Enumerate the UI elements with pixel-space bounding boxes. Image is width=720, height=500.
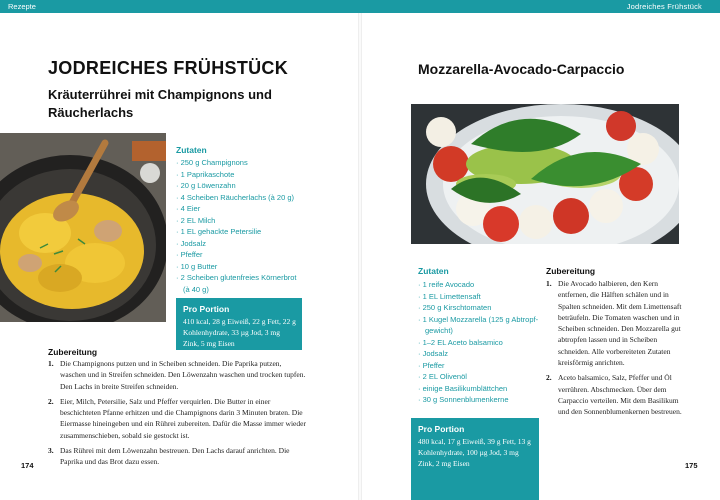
ingredient-item: · Pfeffer	[176, 249, 346, 261]
ingredient-item: · 1 Kugel Mozzarella (125 g Abtropf-	[418, 314, 540, 326]
nutrition-heading: Pro Portion	[183, 304, 230, 314]
ingredient-list-left	[176, 157, 346, 295]
nutrition-text: 410 kcal, 28 g Eiweiß, 22 g Fett, 22 g Kohlenhydrate, 33 µg Jod, 3 mg Zink, 5 mg Eisen	[183, 317, 296, 348]
ingredient-item: · 250 g Champignons	[176, 157, 346, 169]
nutrition-box-left	[176, 298, 302, 350]
ingredient-item: · 4 Eier	[176, 203, 346, 215]
step-text: Aceto balsamico, Salz, Pfeffer und Öl verrühren. Abschmecken. Über dem Carpaccio verteilen. Mit dem Basilikum und den Sonnenblumenkernen bestreuen.	[558, 373, 682, 417]
preparation-step	[48, 445, 306, 468]
step-text: Das Rührei mit dem Löwenzahn bestreuen. Den Lachs darauf anrichten. Die Paprika und das Brot dazu essen.	[60, 446, 290, 467]
preparation-heading-right: Zubereitung	[546, 266, 596, 276]
chapter-label: Jodreiches Frühstück	[626, 2, 702, 11]
page-number-left: 174	[21, 461, 34, 470]
running-header	[0, 0, 720, 13]
preparation-steps-right	[546, 278, 686, 422]
ingredient-item: · 1 EL gehackte Petersilie	[176, 226, 346, 238]
nutrition-heading: Pro Portion	[418, 424, 465, 434]
ingredient-item: · 20 g Löwenzahn	[176, 180, 346, 192]
step-number: 1.	[48, 359, 54, 368]
recipe-title-left: Kräuterrührei mit Champignons und Räucherlachs	[48, 87, 272, 120]
preparation-heading-left: Zubereitung	[48, 347, 98, 357]
ingredient-item: · Jodsalz	[176, 238, 346, 250]
step-text: Die Champignons putzen und in Scheiben schneiden. Die Paprika putzen, waschen und in Streifen schneiden. Den Löwenzahn waschen und trocken tupfen. Den Lachs in breite Streifen schneiden.	[60, 359, 306, 391]
ingredient-item: · 250 g Kirschtomaten	[418, 302, 540, 314]
preparation-step	[48, 358, 306, 392]
ingredient-item: gewicht)	[425, 326, 453, 335]
preparation-step	[546, 372, 686, 417]
preparation-steps-left	[48, 358, 306, 472]
ingredient-item: · 10 g Butter	[176, 261, 346, 273]
chapter-title: JODREICHES FRÜHSTÜCK	[48, 58, 289, 78]
step-text: Eier, Milch, Petersilie, Salz und Pfeffer verquirlen. Die Butter in einer beschichteten Pfanne erhitzen und die Champignons darin 3 Minuten braten. Die Eiermasse hineingeben und ein Rührei zubereiten. Dafür die Masse immer wieder zusammenschieben, sobald sie gestockt ist.	[60, 396, 306, 440]
step-number: 2.	[48, 396, 54, 406]
step-number: 2.	[546, 373, 552, 383]
preparation-step	[48, 396, 306, 441]
page-number-right: 175	[685, 461, 698, 470]
step-text: Die Avocado halbieren, den Kern entfernen, die Hälften schälen und in Spalten schneiden. Mit dem Limettensaft beträufeln. Die Tomaten waschen und in Scheiben schneiden. Den Mozzarella gut abtropfen lassen und in Scheiben schneiden. Alle vorbereiteten Zutaten kreisförmig anrichten.	[558, 279, 682, 368]
scrambled-eggs-photo	[0, 133, 166, 322]
ingredients-heading-right: Zutaten	[418, 266, 449, 276]
ingredient-item: · 1 EL Limettensaft	[418, 291, 540, 303]
ingredient-item: · 2 EL Olivenöl	[418, 371, 540, 383]
ingredient-item: · Pfeffer	[418, 360, 540, 372]
ingredient-item: · 4 Scheiben Räucherlachs (à 20 g)	[176, 192, 346, 204]
page-gutter	[358, 13, 362, 500]
ingredient-item: · Jodsalz	[418, 348, 540, 360]
ingredient-item: · 1–2 EL Aceto balsamico	[418, 337, 540, 349]
ingredients-heading-left: Zutaten	[176, 145, 207, 155]
ingredient-item: · 1 Paprikaschote	[176, 169, 346, 181]
recipe-title-right: Mozzarella-Avocado-Carpaccio	[418, 61, 625, 77]
step-number: 1.	[546, 279, 552, 288]
ingredient-item: · 2 EL Milch	[176, 215, 346, 227]
ingredient-item: · 30 g Sonnenblumenkerne	[418, 394, 540, 406]
ingredient-item: · 2 Scheiben glutenfreies Körnerbrot	[176, 272, 346, 284]
ingredient-item: (à 40 g)	[183, 284, 209, 294]
section-label: Rezepte	[8, 2, 36, 11]
mozzarella-avocado-photo	[411, 104, 679, 244]
nutrition-box-right	[411, 418, 539, 500]
step-number: 3.	[48, 446, 54, 456]
ingredient-item: · 1 reife Avocado	[418, 279, 540, 291]
preparation-step	[546, 278, 686, 368]
ingredient-item: · einige Basilikumblättchen	[418, 383, 540, 395]
ingredient-list-right	[418, 279, 540, 406]
nutrition-text: 480 kcal, 17 g Eiweiß, 39 g Fett, 13 g Kohlenhydrate, 100 µg Jod, 3 mg Zink, 2 mg Eisen	[418, 437, 531, 468]
